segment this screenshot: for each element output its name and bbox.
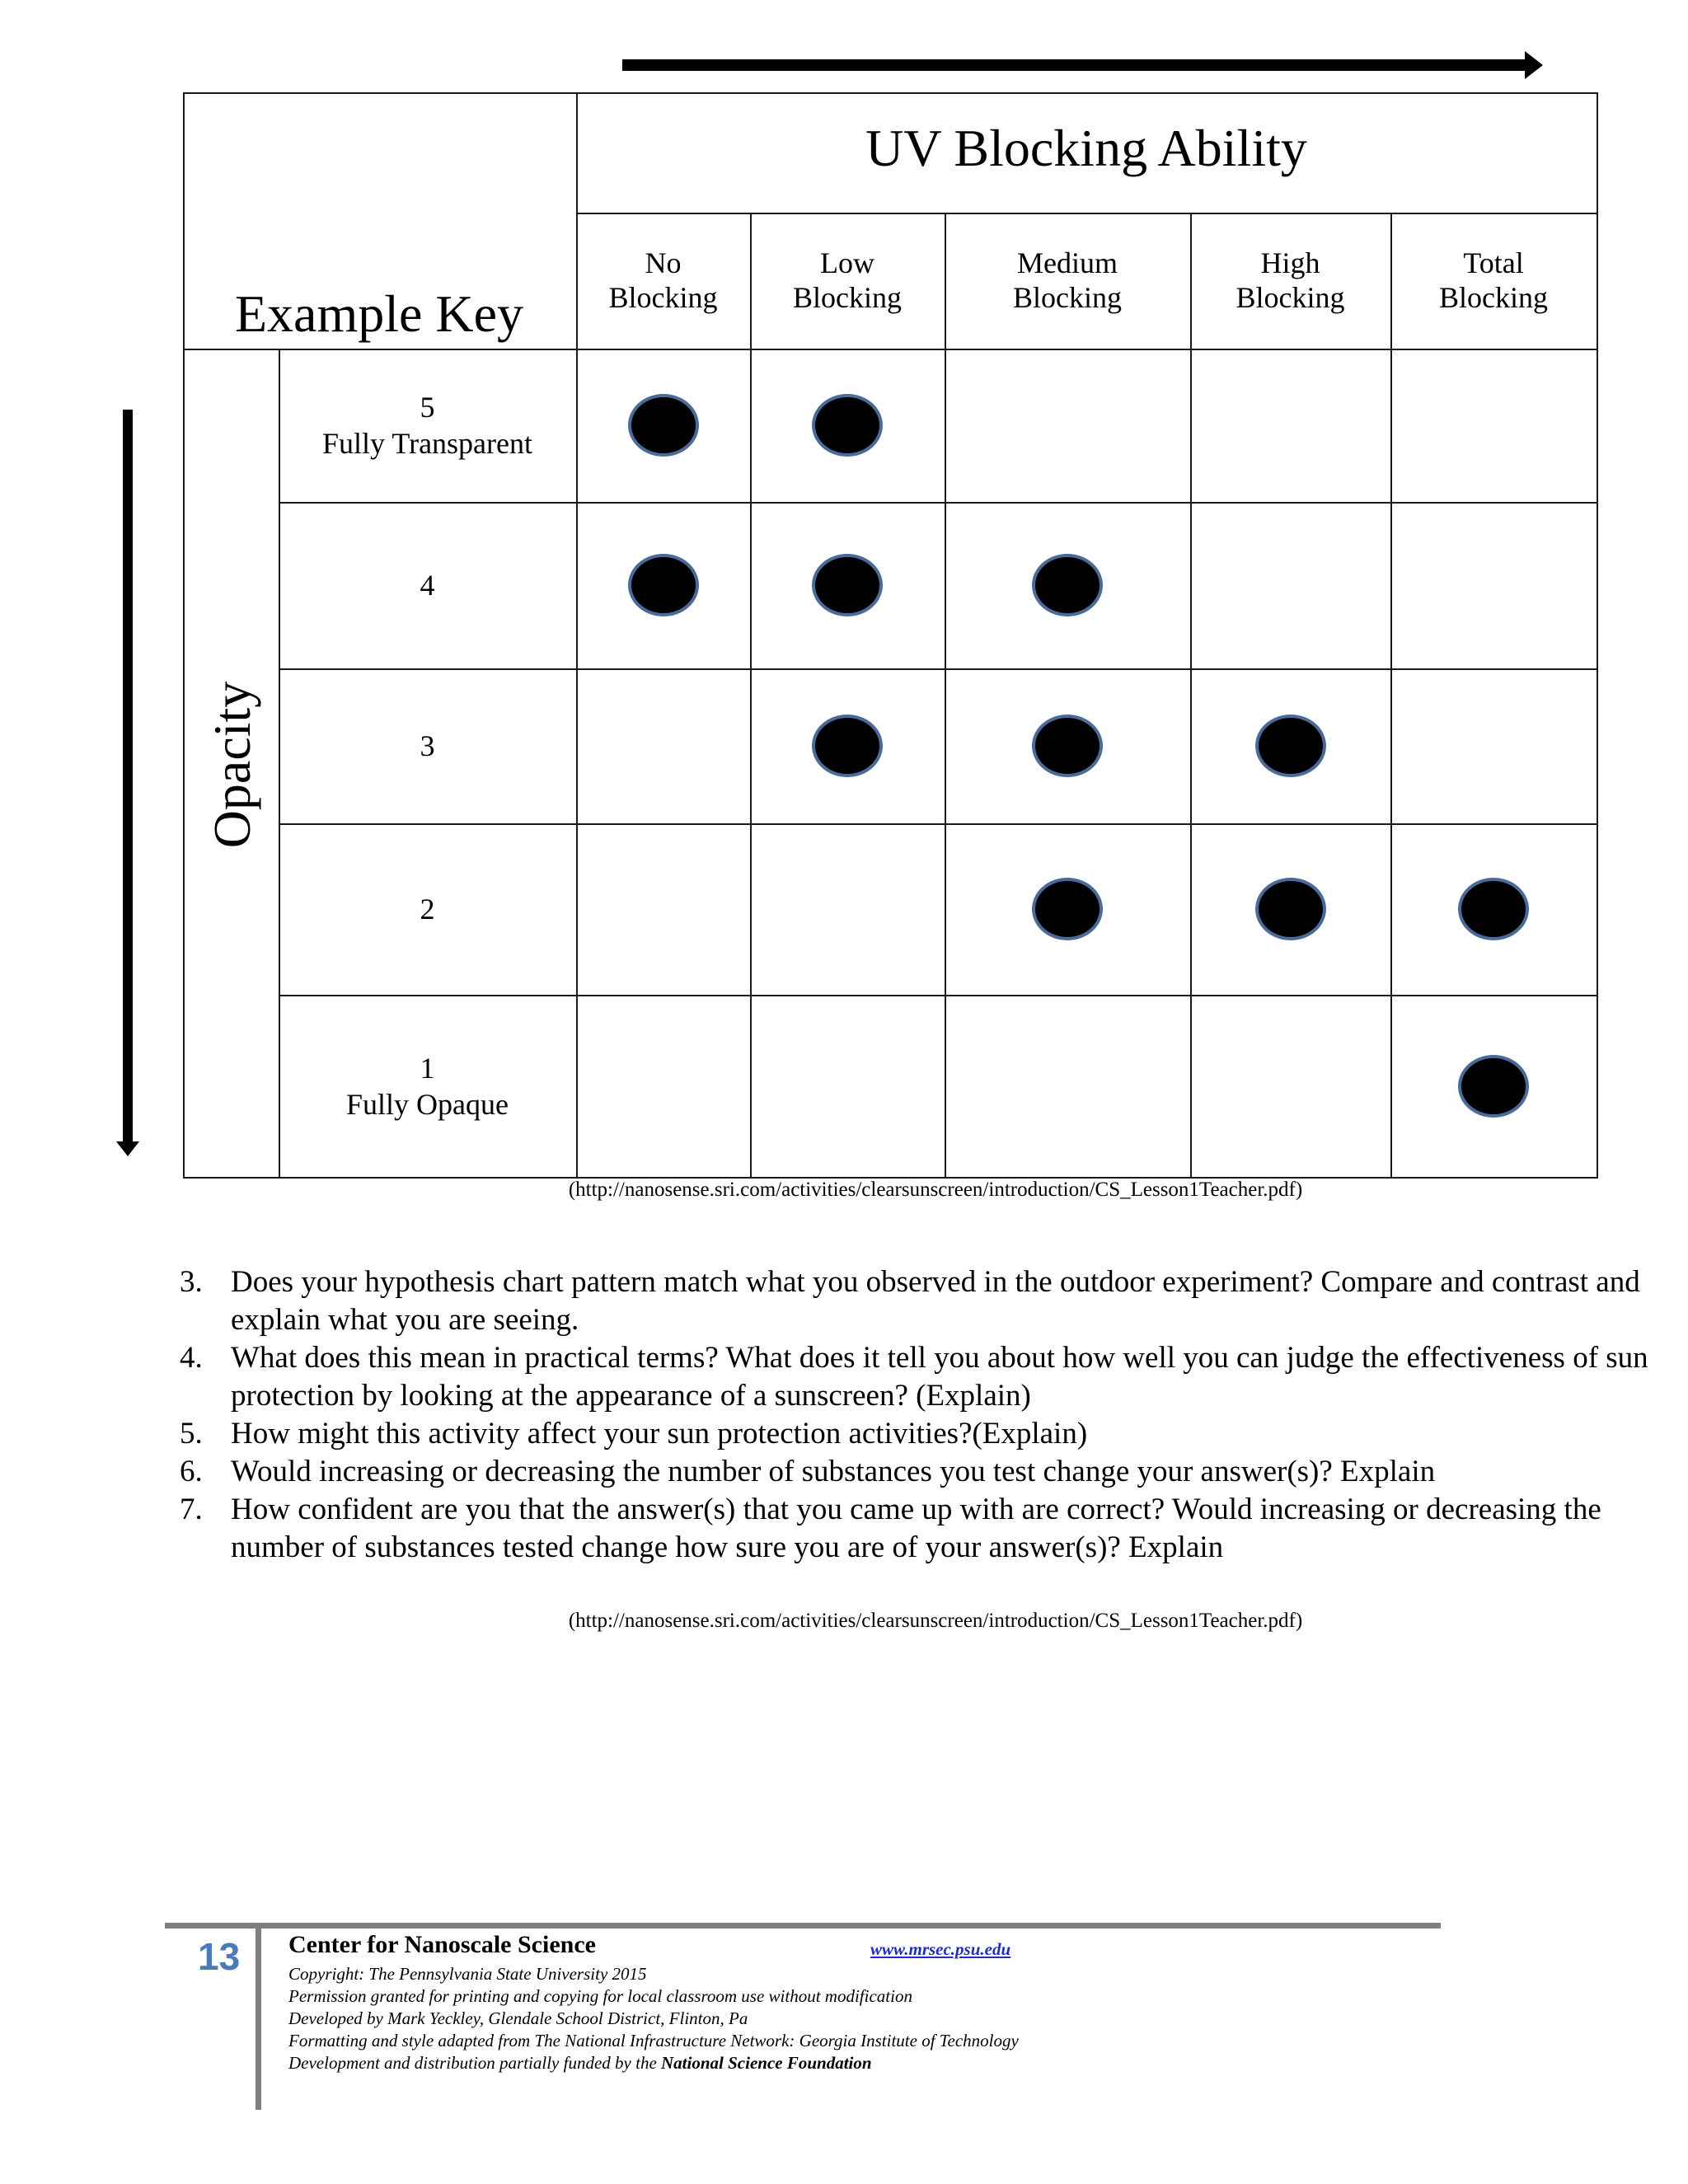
hypothesis-dot <box>1255 715 1326 777</box>
grid-line-horizontal <box>576 213 1597 214</box>
question-item <box>171 1453 1688 1491</box>
column-header-line2: Blocking <box>1236 281 1345 314</box>
hypothesis-dot <box>1255 878 1326 940</box>
question-text: Would increasing or decreasing the number of substances you test change your answer(s)? Explain <box>231 1455 1436 1488</box>
question-number: 3. <box>180 1265 203 1299</box>
question-list <box>171 1263 1688 1567</box>
grid-line-horizontal <box>279 668 1597 670</box>
column-header-line1: Total <box>1463 246 1524 279</box>
footer-credits <box>288 1963 1019 2074</box>
page-number: 13 <box>198 1935 241 1978</box>
grid-border-top <box>183 92 1597 94</box>
hypothesis-dot <box>628 554 699 616</box>
column-header <box>945 246 1190 315</box>
row-level: 1 <box>420 1051 435 1085</box>
grid-border-left <box>183 92 185 1177</box>
grid-line-horizontal <box>279 995 1597 996</box>
opacity-direction-arrow-shaft <box>123 410 133 1143</box>
grid-line-horizontal <box>183 349 1597 350</box>
chart-source-citation: (http://nanosense.sri.com/activities/clearsunscreen/introduction/CS_Lesson1Teacher.pdf) <box>568 1179 1303 1201</box>
grid-line-horizontal <box>279 823 1597 825</box>
row-header <box>279 728 576 764</box>
footer-nsf: National Science Foundation <box>661 2053 872 2073</box>
question-number: 6. <box>180 1455 203 1488</box>
hypothesis-dot <box>812 715 883 777</box>
uv-blocking-title: UV Blocking Ability <box>865 119 1307 177</box>
question-item <box>171 1263 1688 1339</box>
grid-line-vertical <box>750 213 752 1177</box>
footer-funding: Development and distribution partially funded by the National Science Foundation <box>288 2053 872 2073</box>
hypothesis-dot <box>1032 878 1103 940</box>
question-text: Does your hypothesis chart pattern match what you observed in the outdoor experiment? Compare and contrast and explain what you are seeing. <box>231 1265 1640 1337</box>
row-level: 4 <box>420 569 435 602</box>
column-header <box>750 246 945 315</box>
column-header-line2: Blocking <box>608 281 718 314</box>
grid-line-horizontal <box>279 502 1597 504</box>
question-number: 7. <box>180 1493 203 1526</box>
footer-formatting: Formatting and style adapted from The National Infrastructure Network: Georgia Institute of Technology <box>288 2031 1019 2050</box>
row-header <box>279 1050 576 1122</box>
column-header-line1: Low <box>820 246 874 279</box>
hypothesis-dot <box>628 394 699 457</box>
question-text: How might this activity affect your sun protection activities?(Explain) <box>231 1417 1088 1451</box>
grid-border-right <box>1597 92 1598 1179</box>
question-text: How confident are you that the answer(s) that you came up with are correct? Would increasing or decreasing the number of substances tested change how sure you are of your answer(s)? Explain <box>231 1493 1601 1564</box>
question-text: What does this mean in practical terms? What does it tell you about how well you can judge the effectiveness of sun protection by looking at the appearance of a sunscreen? (Explain) <box>231 1341 1648 1413</box>
footer-developed-by: Developed by Mark Yeckley, Glendale School District, Flinton, Pa <box>288 2008 748 2028</box>
row-header <box>279 389 576 462</box>
question-item <box>171 1415 1688 1453</box>
hypothesis-dot <box>812 554 883 616</box>
question-number: 5. <box>180 1417 203 1451</box>
row-description: Fully Opaque <box>346 1087 509 1121</box>
question-number: 4. <box>180 1341 203 1375</box>
footer-permission: Permission granted for printing and copying for local classroom use without modification <box>288 1986 912 2006</box>
example-key-title: Example Key <box>234 284 524 343</box>
row-description: Fully Transparent <box>321 427 533 460</box>
opacity-axis-label: Opacity <box>203 681 261 849</box>
footer-divider <box>165 1923 1441 1929</box>
row-level: 2 <box>420 893 435 926</box>
hypothesis-dot <box>1032 715 1103 777</box>
row-level: 3 <box>420 729 435 762</box>
footer-copyright: Copyright: The Pennsylvania State University 2015 <box>288 1964 647 1984</box>
footer-vertical-divider <box>256 1929 261 2110</box>
column-header-line1: High <box>1260 246 1320 279</box>
source-citation: (http://nanosense.sri.com/activities/clearsunscreen/introduction/CS_Lesson1Teacher.pdf) <box>568 1610 1303 1632</box>
hypothesis-dot <box>1458 1055 1529 1118</box>
hypothesis-dot <box>812 394 883 457</box>
column-header-line1: Medium <box>1017 246 1118 279</box>
grid-line-vertical <box>1390 213 1392 1177</box>
opacity-direction-arrow-head-icon <box>116 1141 139 1156</box>
uv-direction-arrow-head-icon <box>1525 51 1543 79</box>
row-header <box>279 567 576 603</box>
row-header <box>279 891 576 927</box>
uv-direction-arrow-shaft <box>622 59 1529 71</box>
question-item <box>171 1339 1688 1415</box>
question-item <box>171 1491 1688 1567</box>
footer-organization: Center for Nanoscale Science <box>288 1931 596 1958</box>
hypothesis-dot <box>1032 554 1103 616</box>
column-header <box>576 246 750 315</box>
column-header-line2: Blocking <box>1013 281 1122 314</box>
footer-website-link[interactable]: www.mrsec.psu.edu <box>870 1939 1011 1959</box>
grid-line-vertical <box>1190 213 1192 1177</box>
column-header-line1: No <box>645 246 682 279</box>
column-header <box>1390 246 1597 315</box>
grid-line-vertical <box>945 213 946 1177</box>
column-header-line2: Blocking <box>793 281 902 314</box>
row-level: 5 <box>420 391 435 424</box>
hypothesis-dot <box>1458 878 1529 940</box>
column-header-line2: Blocking <box>1439 281 1548 314</box>
column-header <box>1190 246 1390 315</box>
